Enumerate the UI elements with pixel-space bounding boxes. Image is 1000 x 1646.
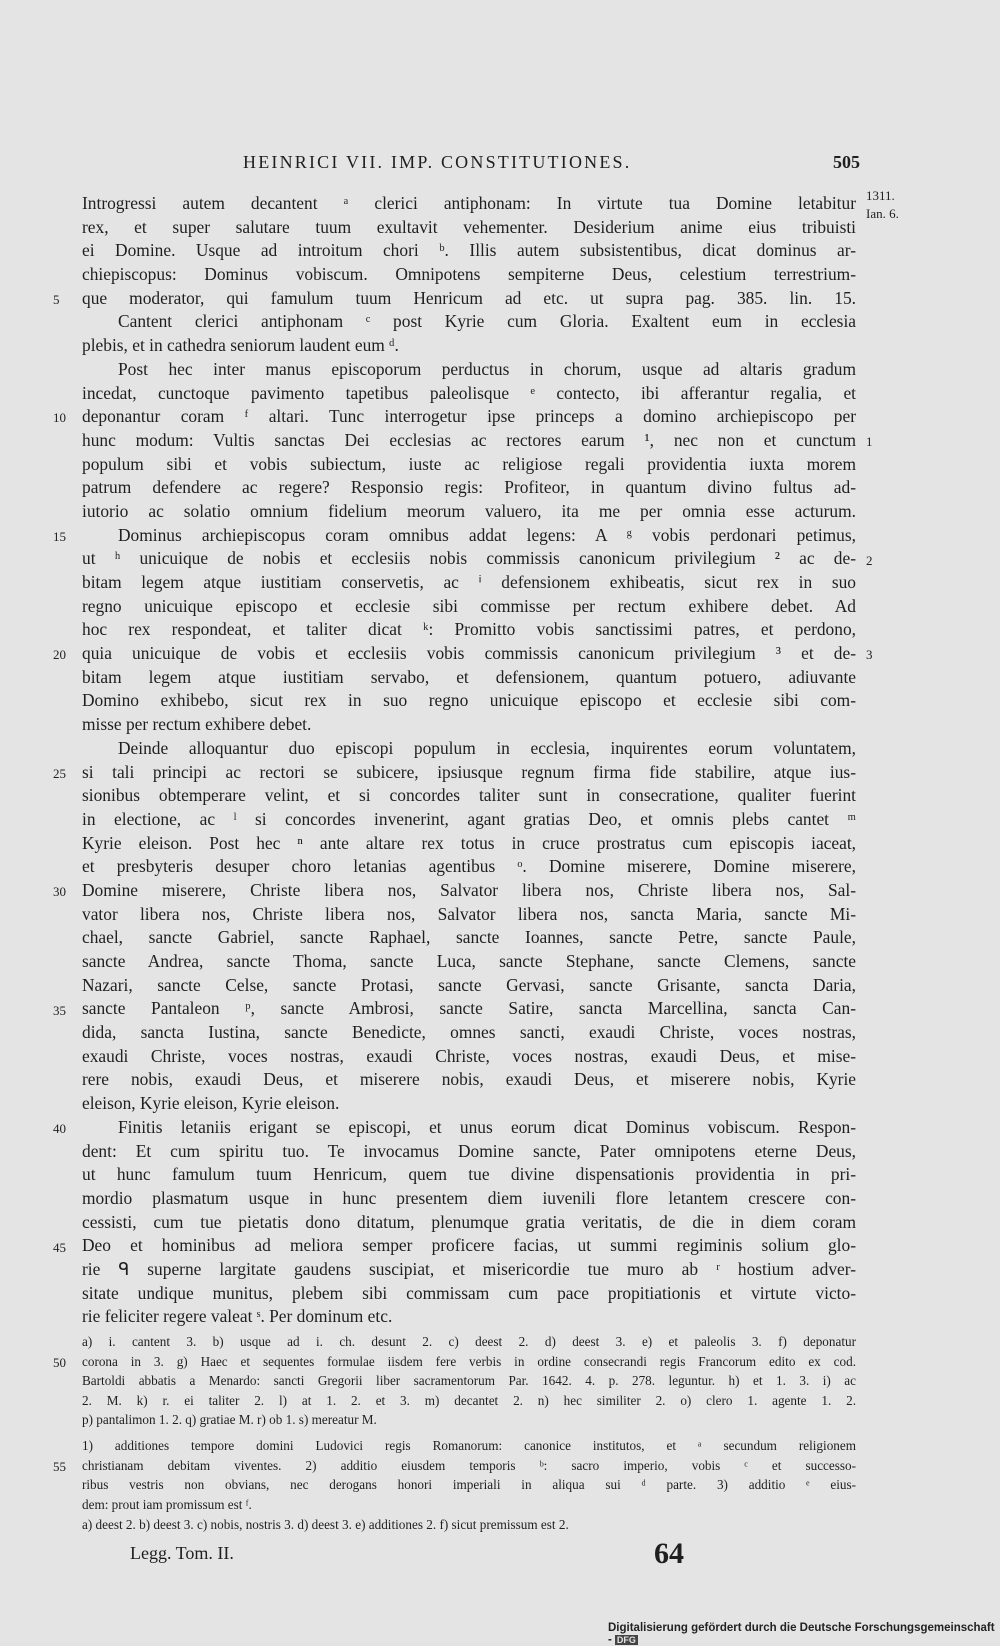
- text-line: iutorio ac solatio omnium fidelium meorum valuero, ita me per omnia esse acturum.: [82, 500, 856, 521]
- note-line: ribus vestris non obvians, nec derogans honori imperiali in aliqua sui ᵈ parte. 3) additio ᵉ eius-: [82, 1477, 856, 1493]
- text-line: misse per rectum exhibere debet.: [82, 714, 312, 735]
- note-line: a) i. cantent 3. b) usque ad i. ch. desunt 2. c) deest 2. d) deest 3. e) et paleolis 3. f) deponatur: [82, 1334, 856, 1349]
- text-line: rie feliciter regere valeat ˢ. Per dominum etc.: [82, 1306, 393, 1327]
- text-line: chael, sancte Gabriel, sancte Raphael, sancte Ioannes, sancte Petre, sancte Paule,: [82, 927, 856, 948]
- text-line: incedat, cunctoque pavimento tapetibus paleolisque ᵉ contecto, ibi afferantur regalia, et: [82, 382, 856, 403]
- text-line: vator libera nos, Christe libera nos, Salvator libera nos, sancta Maria, sancte Mi-: [82, 903, 856, 924]
- line-number: 10: [53, 410, 66, 426]
- line-number: 45: [53, 1239, 66, 1255]
- text-line: regno unicuique episcopo et ecclesie sibi commisse per rectum exhibere debet. Ad: [82, 595, 856, 616]
- text-line: sitate undique munitus, plebem sibi commissam cum pace propitiationis et virtute victo-: [82, 1282, 856, 1303]
- digitization-credit: [608, 1622, 1000, 1646]
- note-line: 2. M. k) r. ei taliter 2. l) at 1. 2. et 3. m) decantet 2. n) hec similiter 2. o) clero 1. agente 1. 2.: [82, 1392, 856, 1408]
- text-line: Deinde alloquantur duo episcopi populum in ecclesia, inquirentes eorum voluntatem,: [118, 737, 856, 758]
- text-line: populum sibi et vobis subiectum, iuste ac religiose regali providentia iuxta morem: [82, 453, 856, 474]
- text-line: dida, sancta Iustina, sancte Benedicte, omnes sancti, exaudi Christe, voces nostras,: [82, 1022, 856, 1043]
- commentary-variants-line: a) deest 2. b) deest 3. c) nobis, nostris 3. d) deest 3. e) additiones 2. f) sicut premissum est 2.: [82, 1517, 569, 1532]
- text-line: rie ᑫ superne largitate gaudens suscipiat, et misericordie tue muro ab ʳ hostium adver-: [82, 1258, 856, 1279]
- line-number: 35: [53, 1002, 66, 1018]
- text-line: ei Domine. Usque ad introitum chori ᵇ. Illis autem subsistentibus, dicat dominus ar-: [82, 240, 856, 261]
- text-line: Kyrie eleison. Post hec ⁿ ante altare rex totus in cruce prostratus cum episcopis iaceat,: [82, 832, 856, 853]
- text-line: Finitis letaniis erigant se episcopi, et unus eorum dicat Dominus vobiscum. Respon-: [118, 1116, 856, 1137]
- note-line: christianam debitam viventes. 2) additio eiusdem temporis ᵇ: sacro imperio, vobis ᶜ et successo-: [82, 1457, 856, 1473]
- text-line: eleison, Kyrie eleison, Kyrie eleison.: [82, 1093, 340, 1114]
- text-line: plebis, et in cathedra seniorum laudent eum ᵈ.: [82, 335, 399, 356]
- margin-date: Ian. 6.: [866, 205, 899, 221]
- text-line: bitam legem atque iustitiam conservetis, ac ⁱ defensionem exhibeatis, sicut rex in suo: [82, 572, 856, 592]
- text-line: sancte Pantaleon ᵖ, sancte Ambrosi, sancte Satire, sancta Marcellina, sancta Can-: [82, 998, 856, 1019]
- text-line: rex, et super salutare tuum exultavit vehementer. Desiderium anime eius tribuisti: [82, 216, 856, 237]
- commentary-notes: [82, 1436, 856, 1514]
- running-title: HEINRICI VII. IMP. CONSTITUTIONES.: [243, 152, 632, 172]
- note-line: p) pantalimon 1. 2. q) gratiae M. r) ob 1. s) mereatur M.: [82, 1412, 377, 1428]
- text-line: exaudi Christe, voces nostras, exaudi Christe, voces nostras, exaudi Deus, et mise-: [82, 1045, 856, 1066]
- note-line: Bartoldi abbatis a Menardo: sancti Gregorii liber sacramentorum Par. 1642. 4. p. 278. leguntur. h) et 1. 3. i) ac: [82, 1373, 856, 1389]
- text-line: Deo et hominibus ad meliora semper proficere facias, ut summi regiminis solium glo-: [82, 1235, 856, 1256]
- text-line: sionibus obtemperare velint, et si concordes taliter sunt in consecratione, qualiter fuerint: [82, 785, 856, 806]
- main-text: [82, 192, 856, 1329]
- text-line: deponantur coram ᶠ altari. Tunc interrogetur ipse princeps a domino archiepiscopo per: [82, 406, 856, 427]
- sheet-signature-area: [130, 1537, 690, 1583]
- page-header: [80, 152, 860, 178]
- text-line: chiepiscopus: Dominus vobiscum. Omnipotens sempiterne Deus, celestium terrestrium-: [82, 264, 856, 285]
- text-line: que moderator, qui famulum tuum Henricum ad etc. ut supra pag. 385. lin. 15.: [82, 287, 856, 308]
- text-line: Introgressi autem decantent ᵃ clerici antiphonam: In virtute tua Domine letabitur: [82, 193, 856, 213]
- text-line: in electione, ac ˡ si concordes invenerint, agant gratias Deo, et omnis plebs cantet ᵐ: [82, 808, 856, 829]
- text-line: et presbyteris desuper choro letanias agentibus ᵒ. Domine miserere, Domine miserere,: [82, 856, 856, 877]
- text-line: rere nobis, exaudi Deus, et miserere nobis, exaudi Deus, et miserere nobis, Kyrie: [82, 1069, 856, 1090]
- sheet-number: 64: [654, 1537, 684, 1570]
- sheet-signature: Legg. Tom. II.: [130, 1543, 234, 1563]
- commentary-variants: [82, 1515, 856, 1535]
- dfg-logo: DFG: [616, 1635, 636, 1645]
- text-line: ut ʰ unicuique de nobis et ecclesiis nobis commissis canonicum privilegium ² ac de-: [82, 548, 856, 569]
- text-line: Dominus archiepiscopus coram omnibus addat legens: A ᵍ vobis perdonari petimus,: [118, 524, 856, 545]
- text-line: hunc modum: Vultis sanctas Dei ecclesias ac rectores earum ¹, nec non et cunctum: [82, 429, 856, 450]
- note-reference: 1: [866, 434, 873, 449]
- line-number: 20: [53, 647, 66, 663]
- line-number: 30: [53, 884, 66, 900]
- text-line: hoc rex respondeat, et taliter dicat ᵏ: Promitto vobis sanctissimi patres, et perdono,: [82, 619, 856, 640]
- text-line: sancte Andrea, sancte Thoma, sancte Luca, sancte Stephane, sancte Clemens, sancte: [82, 951, 856, 971]
- note-line: corona in 3. g) Haec et sequentes formulae iisdem fere verbis in ordine consecrandi regis Francorum edito ex cod.: [82, 1353, 856, 1369]
- text-line: Domino exhibebo, sicut rex in suo regno unicuique episcopo et ecclesie sibi com-: [82, 690, 856, 711]
- text-line: quia unicuique de vobis et ecclesiis vobis commissis canonicum privilegium ³ et de-: [82, 643, 856, 664]
- text-line: cessisti, cum tue pietatis dono ditatum, plenumque gratia veritatis, de die in diem coram: [82, 1211, 856, 1232]
- text-line: Nazari, sancte Celse, sancte Protasi, sancte Gervasi, sancte Grisante, sancta Daria,: [82, 974, 856, 995]
- text-line: si tali principi ac rectori se subicere, ipsiusque regnum firma fide stabilire, atque ius-: [82, 761, 856, 782]
- line-number: 5: [53, 291, 60, 307]
- text-line: Cantent clerici antiphonam ᶜ post Kyrie cum Gloria. Exaltent eum in ecclesia: [118, 311, 856, 332]
- line-number: 25: [53, 765, 66, 781]
- line-number: 50: [53, 1354, 66, 1370]
- note-reference: 3: [866, 647, 873, 663]
- text-line: mordio plasmatum usque in hunc presentem diem iuvenili flore letantem crescere con-: [82, 1187, 856, 1208]
- line-number: 55: [53, 1458, 66, 1474]
- variant-apparatus: [82, 1332, 856, 1430]
- note-line: dem: prout iam promissum est ᶠ.: [82, 1496, 252, 1512]
- line-number: 40: [53, 1121, 66, 1137]
- note-line: 1) additiones tempore domini Ludovici regis Romanorum: canonice institutos, et ᵃ secundum religionem: [82, 1438, 856, 1453]
- note-reference: 2: [866, 552, 873, 568]
- text-line: dent: Et cum spiritu tuo. Te invocamus Domine sancte, Pater omnipotens eterne Deus,: [82, 1140, 856, 1161]
- credit-text: Digitalisierung gefördert durch die Deutsche Forschungsgemeinschaft -: [608, 1622, 995, 1646]
- margin-date: 1311.: [866, 188, 895, 203]
- text-line: Post hec inter manus episcoporum perductus in chorum, usque ad altaris gradum: [118, 358, 856, 379]
- page-number: 505: [833, 152, 860, 172]
- line-number: 15: [53, 528, 66, 544]
- text-line: patrum defendere ac regere? Responsio regis: Profiteor, in quantum divino fultus ad-: [82, 477, 856, 498]
- text-line: bitam legem atque iustitiam servabo, et defensionem, quantum potuero, adiuvante: [82, 666, 856, 687]
- text-line: Domine miserere, Christe libera nos, Salvator libera nos, Christe libera nos, Sal-: [82, 879, 856, 900]
- text-line: ut hunc famulum tuum Henricum, quem tue divine dispensationis providentia in pri-: [82, 1164, 856, 1185]
